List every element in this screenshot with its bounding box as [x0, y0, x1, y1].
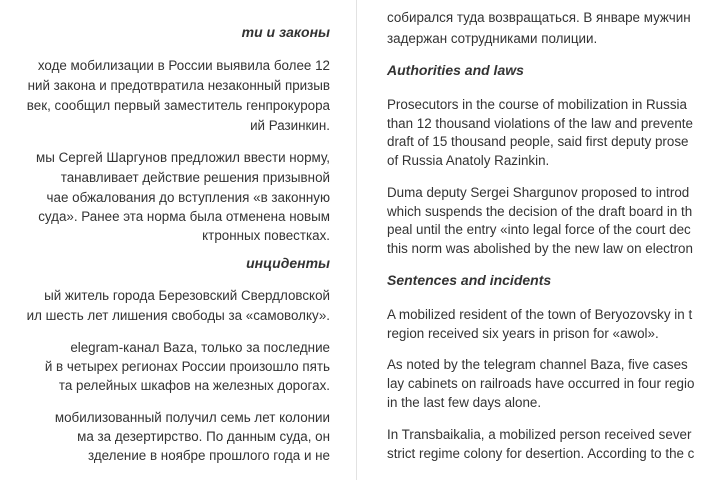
paragraph-line: which suspends the decision of the draft board in th — [387, 204, 693, 219]
paragraph-line: As noted by the telegram channel Baza, five cases — [387, 357, 688, 372]
paragraph-line: this norm was abolished by the new law on electron — [387, 241, 693, 256]
paragraph-line: lay cabinets on railroads have occurred in four regio — [387, 376, 695, 391]
paragraph-line: ктронных повестках. — [202, 228, 330, 243]
english-column-content — [387, 0, 720, 480]
paragraph-line: draft of 15 thousand people, said first deputy prose — [387, 134, 689, 149]
russian-column-content — [0, 0, 330, 480]
paragraph-line: ходе мобилизации в России выявила более 12 — [37, 58, 330, 73]
paragraph-line: ий Разинкин. — [250, 118, 330, 133]
paragraph-line: мы Сергей Шаргунов предложил ввести норму, — [36, 150, 330, 165]
paragraph-line: of Russia Anatoly Razinkin. — [387, 153, 550, 168]
section-heading-authorities-en: Authorities and laws — [387, 62, 524, 78]
column-divider — [356, 0, 357, 480]
paragraph-line: elegram-канал Baza, только за последние — [70, 340, 330, 355]
paragraph-line: ний закона и предотвратила незаконный призыв — [27, 78, 330, 93]
paragraph-line: ма за дезертирство. По данным суда, он — [77, 429, 330, 444]
paragraph-line: танавливает действие решения призывной — [60, 170, 330, 185]
paragraph-line: than 12 thousand violations of the law and prevente — [387, 116, 693, 131]
paragraph-line: суда». Ранее эта норма была отменена новым — [38, 209, 330, 224]
paragraph-line: strict regime colony for desertion. According to the c — [387, 446, 695, 461]
section-heading-sentences-en: Sentences and incidents — [387, 272, 552, 288]
paragraph-line: мобилизованный получил семь лет колонии — [54, 410, 330, 425]
section-heading-sentences-ru: инциденты — [246, 255, 330, 271]
russian-column — [0, 0, 342, 480]
paragraph-line: region received six years in prison for «awol». — [387, 326, 659, 341]
paragraph-line: ый житель города Березовский Свердловской — [44, 288, 330, 303]
paragraph-line: peal until the entry «into legal force of the court dec — [387, 222, 691, 237]
paragraph-line: зделение в ноябре прошлого года и не — [88, 448, 330, 463]
paragraph-line: ил шесть лет лишения свободы за «самоволку». — [26, 308, 330, 323]
paragraph-line: чае обжалования до вступления «в законную — [46, 190, 330, 205]
paragraph-line: та релейных шкафов на железных дорогах. — [58, 378, 330, 393]
paragraph-line: Prosecutors in the course of mobilization in Russia — [387, 97, 687, 112]
paragraph-line: in the last few days alone. — [387, 395, 542, 410]
paragraph-line: Duma deputy Sergei Shargunov proposed to introd — [387, 185, 690, 200]
section-heading-authorities-ru: ти и законы — [241, 24, 330, 40]
paragraph-line: й в четырех регионах России произошло пять — [44, 359, 330, 374]
paragraph-line: A mobilized resident of the town of Beryozovsky in t — [387, 307, 693, 322]
paragraph-line: In Transbaikalia, a mobilized person received sever — [387, 427, 692, 442]
paragraph-line: собирался туда возвращаться. В январе мужчин — [387, 10, 691, 25]
paragraph-line: задержан сотрудниками полиции. — [387, 31, 598, 46]
paragraph-line: век, сообщил первый заместитель генпрокурора — [26, 98, 330, 113]
english-column — [364, 0, 720, 480]
